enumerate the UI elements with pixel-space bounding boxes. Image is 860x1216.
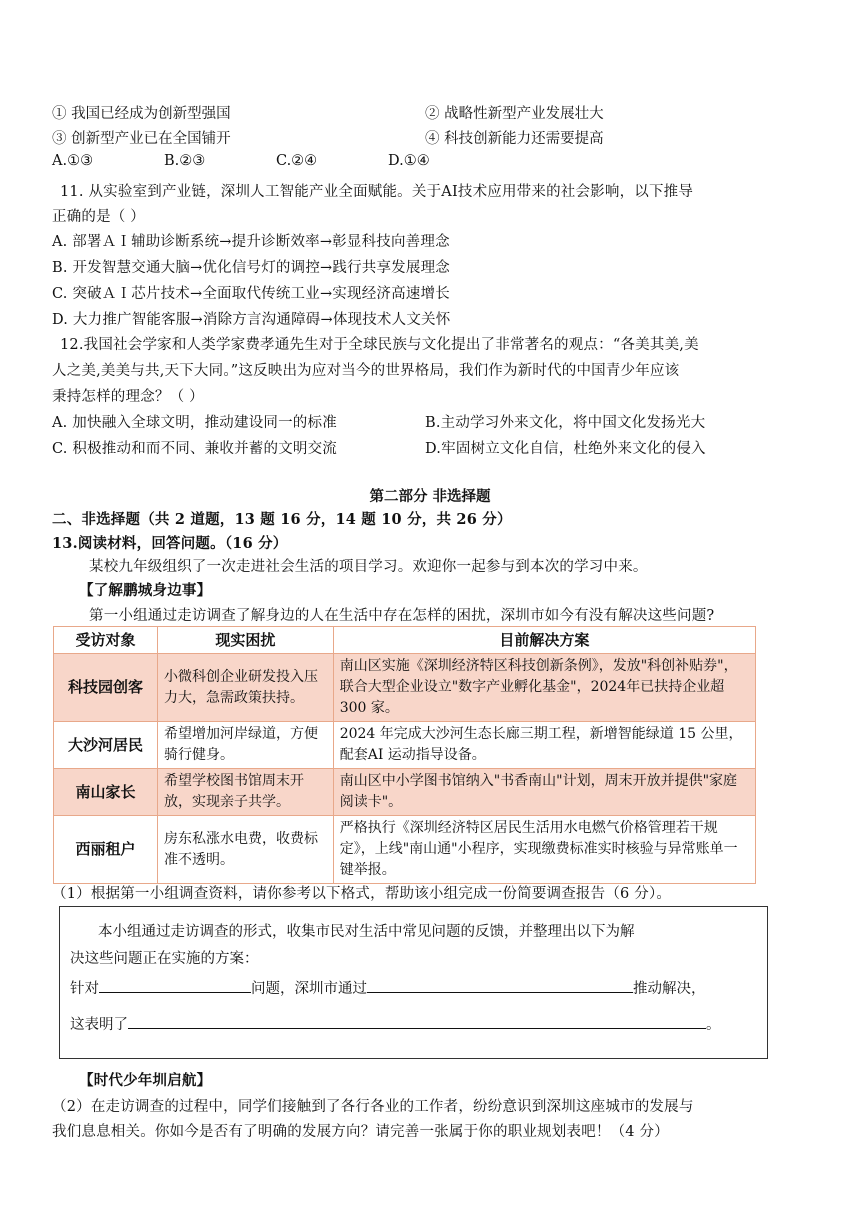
problem-cell: 小微科创企业研发投入压力大，急需政策扶持。 bbox=[157, 654, 333, 722]
part2-title: 第二部分 非选择题 bbox=[369, 488, 491, 505]
report-line-1: 本小组通过走访调查的形式，收集市民对生活中常见问题的反馈，并整理出以下为解 bbox=[98, 924, 635, 940]
solution-cell: 2024 年完成大沙河生态长廊三期工程，新增智能绿道 15 公里，配套AI 运动指导设备。 bbox=[333, 722, 755, 769]
solution-cell: 南山区中小学图书馆纳入"书香南山"计划，周末开放并提供"家庭阅读卡"。 bbox=[333, 769, 755, 816]
q10-choice-c: C.②④ bbox=[276, 153, 318, 169]
q11-stem-line-1: 11. 从实验室到产业链，深圳人工智能产业全面赋能。关于AI技术应用带来的社会影响，以下推导 bbox=[60, 184, 694, 200]
q13-part2-line-2: 我们息息相关。你如今是否有了明确的发展方向？请完善一张属于你的职业规划表吧！（4 分） bbox=[52, 1124, 669, 1140]
table-row bbox=[54, 654, 756, 722]
problem-cell: 房东私涨水电费，收费标准不透明。 bbox=[157, 816, 333, 884]
q13-intro: 某校九年级组织了一次走进社会生活的项目学习。欢迎你一起参与到本次的学习中来。 bbox=[89, 559, 648, 575]
q10-option-1: ① 我国已经成为创新型强国 bbox=[52, 106, 231, 122]
section-1-text: 第一小组通过走访调查了解身边的人在生活中存在怎样的困扰，深圳市如今有没有解决这些问题? bbox=[89, 608, 715, 624]
table-row bbox=[54, 722, 756, 769]
report-line-3-middle: 问题，深圳市通过 bbox=[251, 981, 367, 997]
table-header-row bbox=[54, 627, 756, 654]
report-line-3 bbox=[70, 977, 706, 998]
table-header-cell: 目前解决方案 bbox=[333, 627, 755, 654]
q11-choice-a: A. 部署ＡＩ辅助诊断系统→提升诊断效率→彰显科技向善理念 bbox=[52, 234, 450, 250]
conclusion-blank[interactable] bbox=[128, 1014, 706, 1029]
part2-heading: 二、非选择题（共 2 道题，13 题 16 分，14 题 10 分，共 26 分） bbox=[52, 511, 512, 528]
q13-part1-prompt: （1）根据第一小组调查资料，请你参考以下格式，帮助该小组完成一份简要调查报告（6 分）。 bbox=[52, 886, 672, 902]
interviewee-cell: 南山家长 bbox=[54, 769, 158, 816]
problem-cell: 希望增加河岸绿道，方便骑行健身。 bbox=[157, 722, 333, 769]
q10-option-4: ④ 科技创新能力还需要提高 bbox=[425, 131, 604, 147]
q11-choice-b: B. 开发智慧交通大脑→优化信号灯的调控→践行共享发展理念 bbox=[52, 260, 450, 276]
q10-choice-b: B.②③ bbox=[164, 153, 206, 169]
report-line-4-suffix: 。 bbox=[706, 1017, 721, 1033]
report-line-2: 决这些问题正在实施的方案： bbox=[70, 951, 259, 967]
report-template-box bbox=[59, 906, 768, 1059]
table-row bbox=[54, 816, 756, 884]
q12-choice-b: B.主动学习外来文化，将中国文化发扬光大 bbox=[425, 415, 706, 431]
interviewee-cell: 大沙河居民 bbox=[54, 722, 158, 769]
q13-part2-line-1: （2）在走访调查的过程中，同学们接触到了各行各业的工作者，纷纷意识到深圳这座城市的发展与 bbox=[52, 1099, 694, 1115]
q13-title: 13.阅读材料，回答问题。（16 分） bbox=[52, 535, 288, 552]
q11-choice-c: C. 突破ＡＩ芯片技术→全面取代传统工业→实现经济高速增长 bbox=[52, 286, 450, 302]
interviewee-cell: 科技园创客 bbox=[54, 654, 158, 722]
solution-cell: 严格执行《深圳经济特区居民生活用水电燃气价格管理若干规定》，上线"南山通"小程序，实现缴费标准实时核验与异常账单一键举报。 bbox=[333, 816, 755, 884]
q12-choice-c: C. 积极推动和而不同、兼收并蓄的文明交流 bbox=[52, 441, 337, 457]
q10-option-2: ② 战略性新型产业发展壮大 bbox=[425, 106, 604, 122]
report-line-3-suffix: 推动解决， bbox=[633, 981, 706, 997]
q12-choice-a: A. 加快融入全球文明，推动建设同一的标准 bbox=[52, 415, 337, 431]
q10-choice-a: A.①③ bbox=[52, 153, 94, 169]
q11-choice-d: D. 大力推广智能客服→消除方言沟通障碍→体现技术人文关怀 bbox=[52, 312, 451, 328]
section-heading-1: 【了解鹏城身边事】 bbox=[79, 582, 212, 599]
q12-stem-line-3: 秉持怎样的理念？（ ） bbox=[52, 389, 204, 405]
q10-choice-d: D.①④ bbox=[388, 153, 430, 169]
interviewee-cell: 西丽租户 bbox=[54, 816, 158, 884]
q12-stem-line-1: 12.我国社会学家和人类学家费孝通先生对于全球民族与文化提出了非常著名的观点：“各美其美,美 bbox=[60, 337, 699, 353]
q10-option-3: ③ 创新型产业已在全国铺开 bbox=[52, 131, 231, 147]
report-line-4 bbox=[70, 1013, 721, 1034]
section-heading-2: 【时代少年圳启航】 bbox=[79, 1072, 212, 1089]
report-line-4-prefix: 这表明了 bbox=[70, 1017, 128, 1033]
table-row bbox=[54, 769, 756, 816]
measure-blank[interactable] bbox=[367, 978, 633, 993]
q11-stem-line-2: 正确的是（ ） bbox=[52, 209, 146, 225]
solution-cell: 南山区实施《深圳经济特区科技创新条例》，发放"科创补贴券"，联合大型企业设立"数字产业孵化基金"，2024年已扶持企业超 300 家。 bbox=[333, 654, 755, 722]
problem-blank[interactable] bbox=[99, 978, 251, 993]
table-header-cell: 受访对象 bbox=[54, 627, 158, 654]
report-line-3-prefix: 针对 bbox=[70, 981, 99, 997]
q12-choice-d: D.牢固树立文化自信，杜绝外来文化的侵入 bbox=[425, 441, 706, 457]
problem-cell: 希望学校图书馆周末开放，实现亲子共学。 bbox=[157, 769, 333, 816]
q12-stem-line-2: 人之美,美美与共,天下大同。”这反映出为应对当今的世界格局，我们作为新时代的中国青少年应该 bbox=[52, 363, 680, 379]
table-header-cell: 现实困扰 bbox=[157, 627, 333, 654]
survey-table bbox=[53, 626, 756, 884]
